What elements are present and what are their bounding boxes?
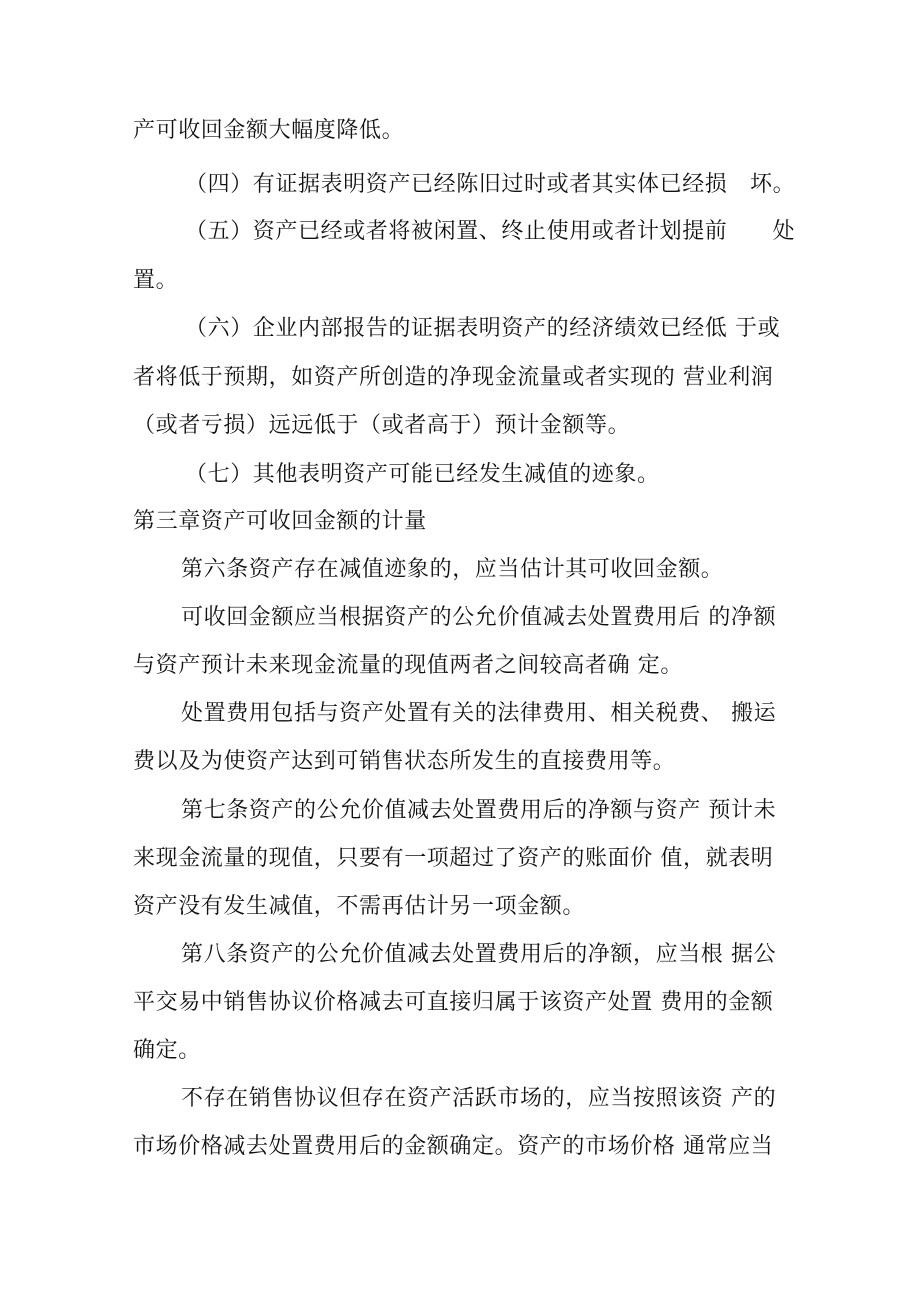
text-line: 不存在销售协议但存在资产活跃市场的，应当按照该资 产的 xyxy=(181,1086,777,1111)
text-line: 资产没有发生减值，不需再估计另一项金额。 xyxy=(133,894,586,919)
text-line: 第六条资产存在减值迹象的，应当估计其可收回金额。 xyxy=(181,557,724,582)
text-line: 确定。 xyxy=(133,1038,201,1063)
text-line: （四）有证据表明资产已经陈旧过时或者其实体已经损 坏。 xyxy=(185,172,796,197)
text-line: （六）企业内部报告的证据表明资产的经济绩效已经低 于或 xyxy=(185,316,781,341)
text-line: 者将低于预期，如资产所创造的净现金流量或者实现的 营业利润 xyxy=(133,365,774,390)
text-line: 第七条资产的公允价值减去处置费用后的净额与资产 预计未 xyxy=(181,798,777,823)
text-line: 与资产预计未来现金流量的现值两者之间较高者确 定。 xyxy=(133,653,683,678)
text-line: 费以及为使资产达到可销售状态所发生的直接费用等。 xyxy=(133,749,676,774)
text-line: 处置费用包括与资产处置有关的法律费用、相关税费、 搬运 xyxy=(181,701,777,726)
text-line: （或者亏损）远远低于（或者高于）预计金额等。 xyxy=(133,413,631,438)
text-line: 平交易中销售协议价格减去可直接归属于该资产处置 费用的金额 xyxy=(133,990,774,1015)
text-line: 来现金流量的现值，只要有一项超过了资产的账面价 值，就表明 xyxy=(133,846,774,871)
text-line: 产可收回金额大幅度降低。 xyxy=(133,118,405,143)
text-line: 第八条资产的公允价值减去处置费用后的净额，应当根 据公 xyxy=(181,942,777,967)
text-line: 可收回金额应当根据资产的公允价值减去处置费用后 的净额 xyxy=(181,605,777,630)
text-line: 置。 xyxy=(133,268,179,293)
chapter-heading: 第三章资产可收回金额的计量 xyxy=(133,509,427,534)
text-line: （五）资产已经或者将被闲置、终止使用或者计划提前 处 xyxy=(185,219,796,244)
text-line: 市场价格减去处置费用后的金额确定。资产的市场价格 通常应当 xyxy=(133,1134,774,1159)
text-line: （七）其他表明资产可能已经发生减值的迹象。 xyxy=(185,462,660,487)
